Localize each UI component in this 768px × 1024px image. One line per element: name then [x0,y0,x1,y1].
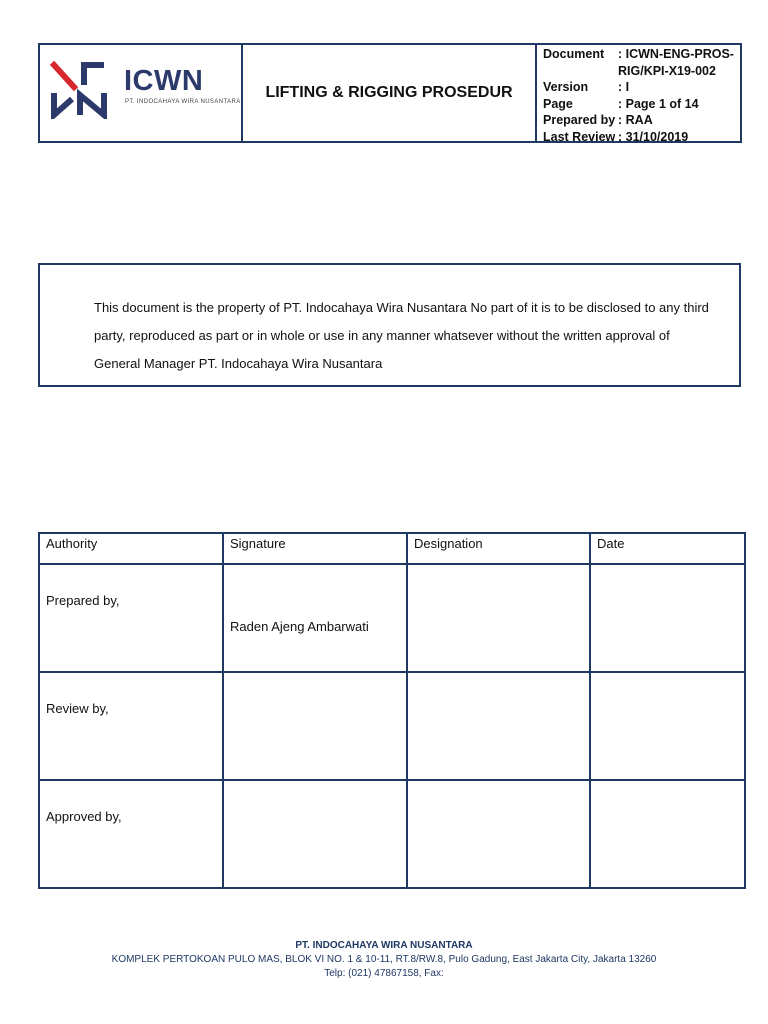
confidentiality-notice: This document is the property of PT. Indocahaya Wira Nusantara No part of it is to be disclosed to any third party, reproduced as part or in whole or use in any manner whatsever without the written approval of General Manager PT. Indocahaya Wira Nusantara [38,263,741,387]
meta-value: : ICWN-ENG-PROS-RIG/KPI-X19-002 [618,47,734,78]
footer-company: PT. INDOCAHAYA WIRA NUSANTARA [295,940,473,951]
signature-name: Raden Ajeng Ambarwati [230,619,369,634]
header-designation: Designation [407,533,590,564]
signature-cell [223,780,407,888]
date-cell [590,672,745,780]
meta-label: Page [543,96,573,111]
logo-cell [40,45,243,141]
meta-label: Version [543,80,589,94]
title-cell [243,45,537,141]
icwn-logo-icon [50,59,110,119]
table-row [39,564,745,672]
meta-row-page [543,96,735,113]
date-cell [590,564,745,672]
signature-cell [223,672,407,780]
authority-cell: Approved by, [39,780,223,888]
header-signature: Signature [223,533,407,564]
authority-cell: Review by, [39,672,223,780]
table-row [39,780,745,888]
meta-label: Last Review [543,129,616,144]
footer-address: KOMPLEK PERTOKOAN PULO MAS, BLOK VI NO. 1 & 10-11, RT.8/RW.8, Pulo Gadung, East Jakarta City, Jakarta 13260 [111,954,657,965]
header-authority: Authority [39,533,223,564]
document-title: LIFTING & RIGGING PROSEDUR [265,84,513,101]
designation-cell [407,780,590,888]
meta-row-version [543,79,735,96]
header-date: Date [590,533,745,564]
meta-label: Prepared by [543,113,616,127]
table-header-row [39,533,745,564]
designation-cell [407,672,590,780]
meta-value: : 31/10/2019 [618,129,689,144]
meta-row-prepared-by [543,112,735,129]
footer-phone: Telp: (021) 47867158, Fax: [324,968,444,979]
authority-cell: Prepared by, [39,564,223,672]
meta-row-last-review [543,129,735,146]
logo-subtitle: PT. INDOCAHAYA WIRA NUSANTARA [125,99,241,105]
date-cell [590,780,745,888]
meta-value: : I [618,80,630,94]
document-meta [537,45,740,144]
page-footer [0,939,768,981]
document-header [38,43,742,143]
meta-value: : Page 1 of 14 [618,96,699,111]
designation-cell [407,564,590,672]
logo-wordmark: ICWN [124,65,204,97]
meta-value: : RAA [618,113,653,127]
meta-label: Document [543,47,605,61]
authority-table [38,532,746,889]
signature-cell [223,564,407,672]
meta-row-document [543,46,735,79]
table-row [39,672,745,780]
